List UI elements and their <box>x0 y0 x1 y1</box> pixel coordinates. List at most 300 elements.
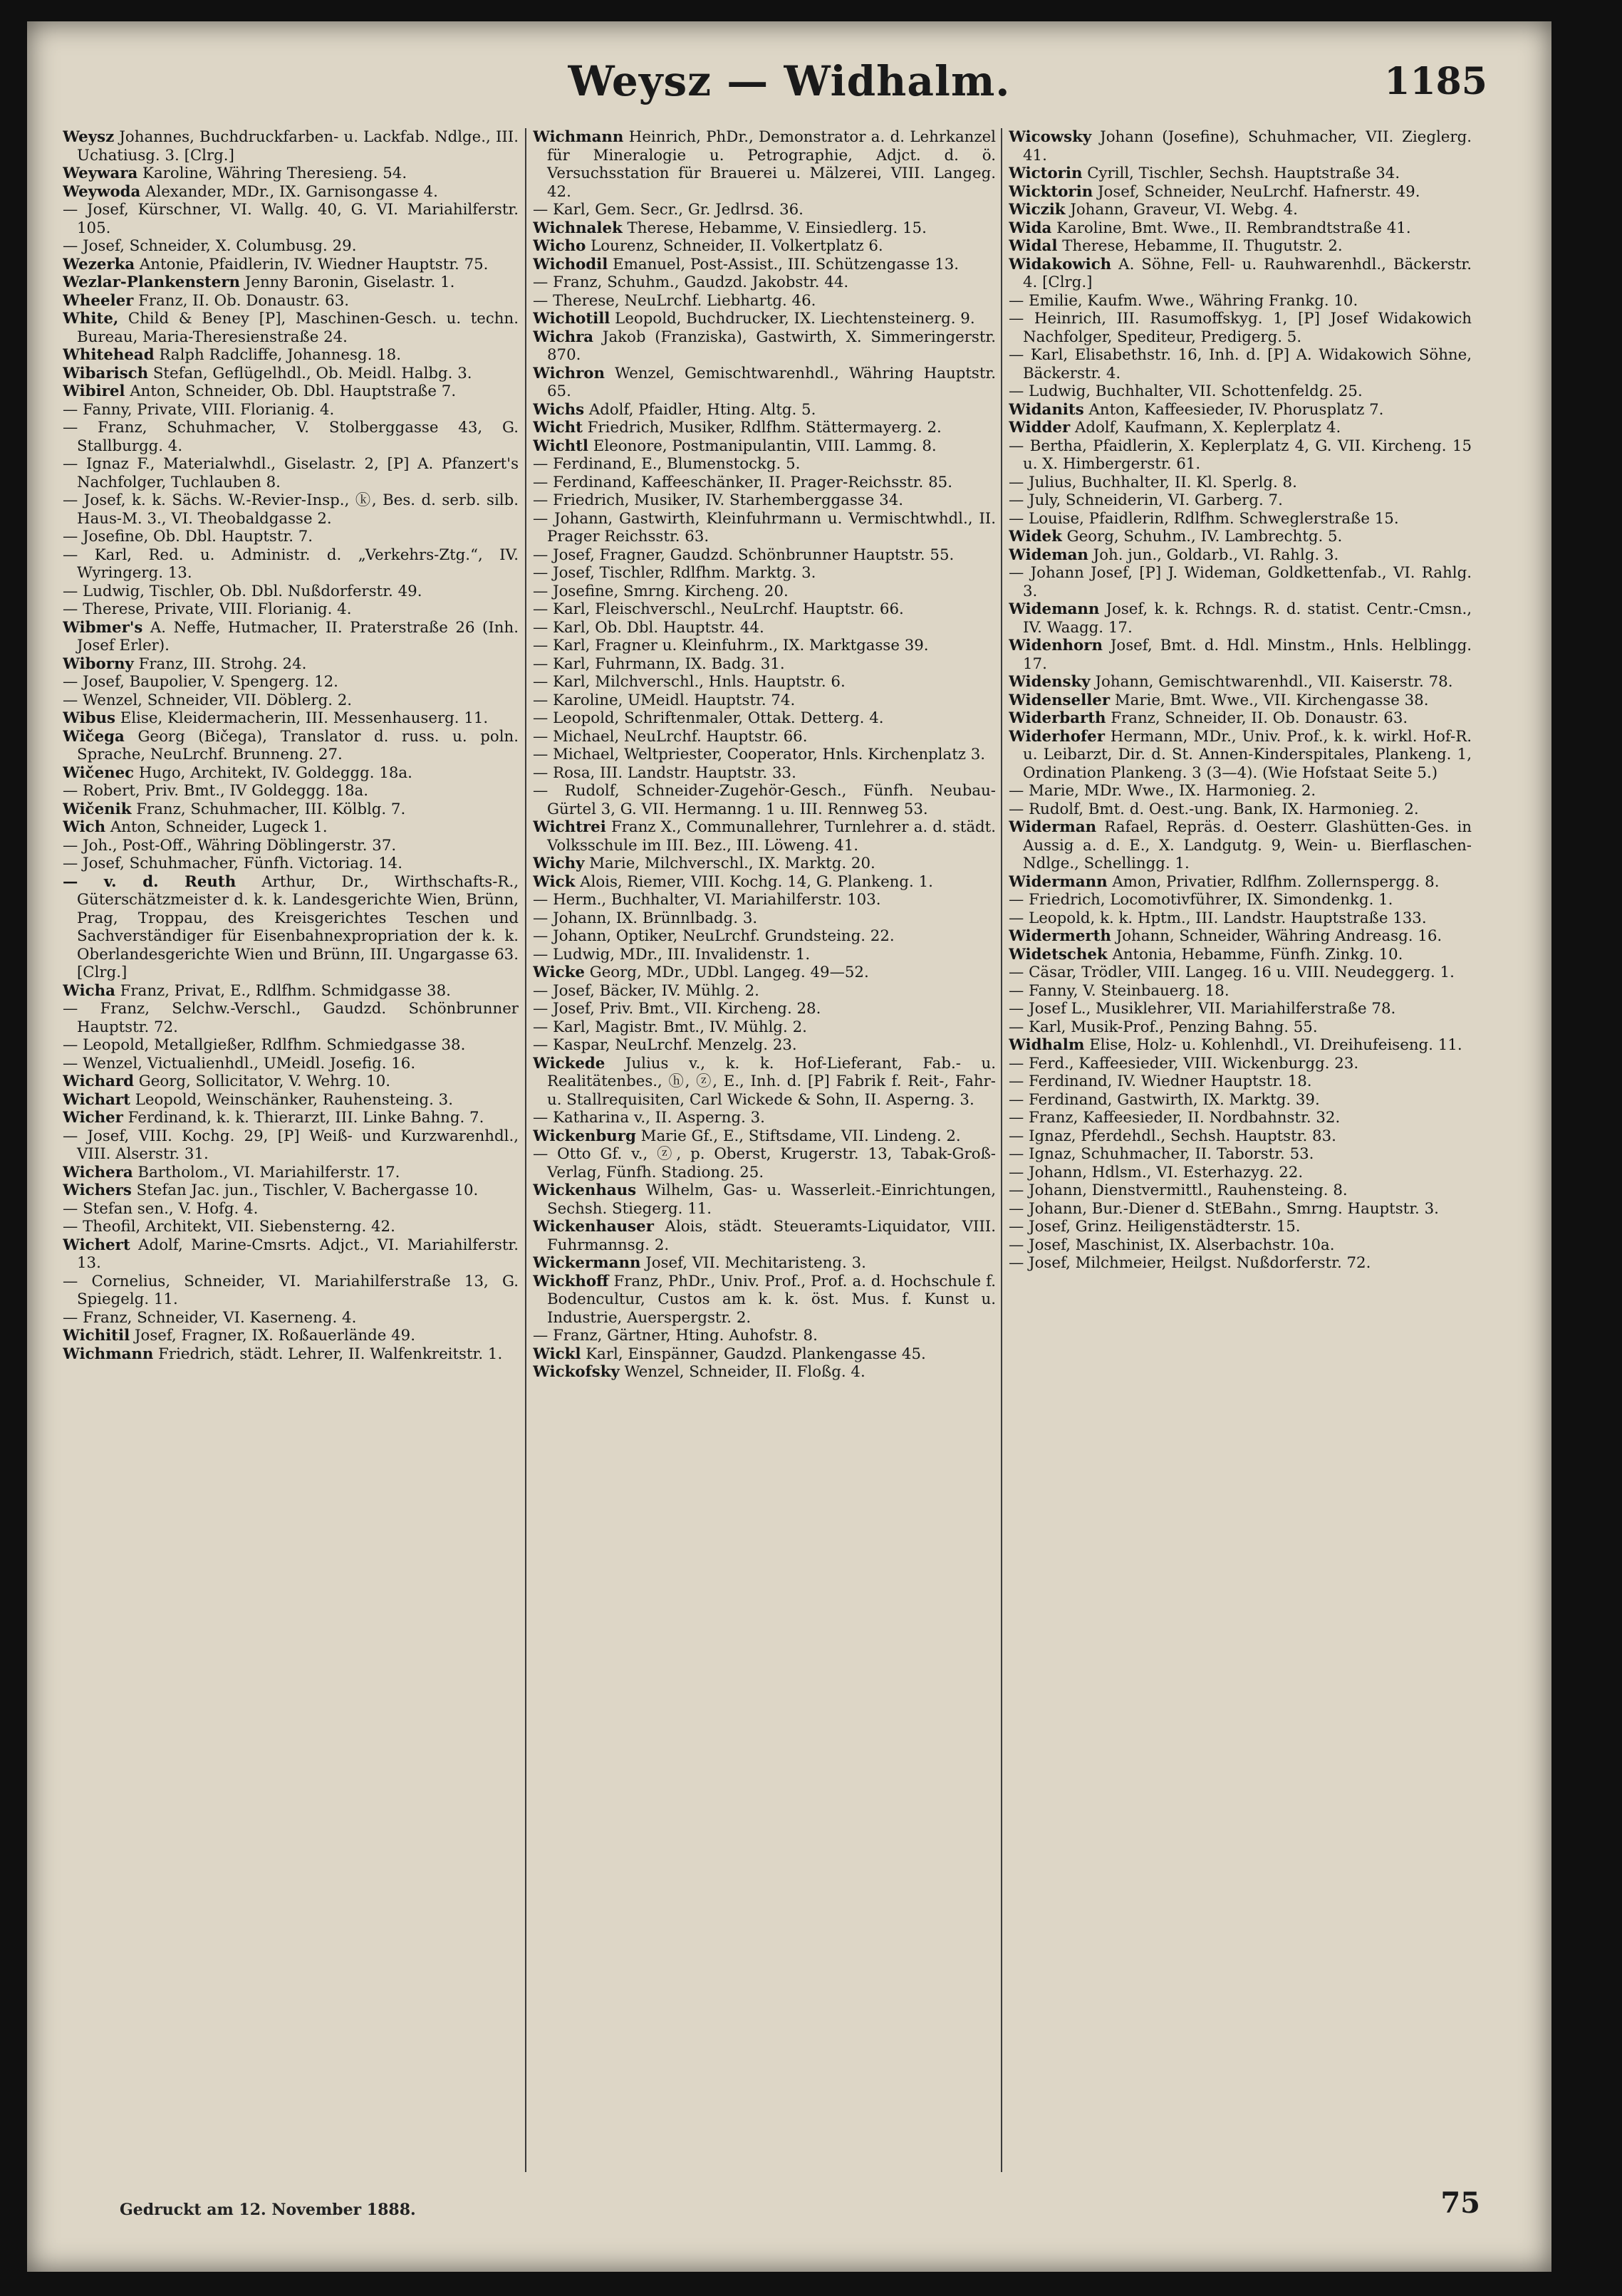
directory-entry <box>1009 401 1472 419</box>
directory-entry <box>1009 927 1472 946</box>
directory-entry <box>533 1036 996 1055</box>
directory-entry <box>533 782 996 818</box>
directory-entry <box>1009 1236 1472 1255</box>
directory-entry <box>533 564 996 583</box>
directory-entry <box>533 1218 996 1254</box>
entry-surname: Wichodil <box>533 255 608 273</box>
entry-details: — Wenzel, Schneider, VII. Döblerg. 2. <box>63 691 353 709</box>
entry-surname: Wichtrei <box>533 818 606 836</box>
entry-surname: Widerhofer <box>1009 727 1105 746</box>
entry-surname: Wickermann <box>533 1254 641 1272</box>
entry-details: — Ignaz, Schuhmacher, II. Taborstr. 53. <box>1009 1145 1314 1163</box>
entry-details: Anton, Kaffeesieder, IV. Phorusplatz 7. <box>1083 400 1384 419</box>
directory-entry <box>533 982 996 1001</box>
directory-entry <box>63 201 519 237</box>
entry-details: — Franz, Schneider, VI. Kaserneng. 4. <box>63 1308 357 1327</box>
entry-surname: Wichy <box>533 855 585 872</box>
directory-page <box>27 21 1551 2272</box>
directory-entry <box>1009 292 1472 311</box>
entry-details: Karl, Einspänner, Gaudzd. Plankengasse 45. <box>581 1345 926 1363</box>
entry-details: Adolf, Pfaidler, Hting. Altg. 5. <box>584 400 816 419</box>
entry-details: — Therese, Private, VIII. Florianig. 4. <box>63 600 352 618</box>
entry-details: — Heinrich, III. Rasumoffskyg. 1, [P] Josef Widakowich Nachfolger, Spediteur, Predigerg. 5. <box>1009 310 1472 346</box>
entry-surname: Wibirel <box>63 382 125 400</box>
directory-entry <box>63 346 519 365</box>
entry-surname: — v. d. Reuth <box>63 872 236 891</box>
entry-surname: Wichert <box>63 1236 130 1254</box>
entry-surname: Widermann <box>1009 872 1108 891</box>
entry-surname: Wičenec <box>63 763 135 782</box>
entry-details: — Ferdinand, IV. Wiedner Hauptstr. 18. <box>1009 1073 1312 1090</box>
directory-entry <box>63 982 519 1001</box>
entry-details: — Ludwig, Tischler, Ob. Dbl. Nußdorferstr. 49. <box>63 582 422 600</box>
entry-surname: Widerbarth <box>1009 709 1106 727</box>
directory-entry <box>533 855 996 873</box>
entry-details: Amon, Privatier, Rdlfhm. Zollernspergg. 8. <box>1107 872 1440 891</box>
entry-details: — Karl, Magistr. Bmt., IV. Mühlg. 2. <box>533 1018 807 1036</box>
entry-details: Antonie, Pfaidlerin, IV. Wiedner Hauptstr. 75. <box>135 255 489 273</box>
entry-details: — Cornelius, Schneider, VI. Mariahilferstraße 13, G. Spiegelg. 11. <box>63 1272 519 1308</box>
entry-details: Adolf, Marine-Cmsrts. Adjct., VI. Mariahilferstr. 13. <box>77 1236 519 1272</box>
entry-surname: Wheeler <box>63 291 134 310</box>
directory-entry <box>533 328 996 365</box>
entry-surname: Wictorin <box>1009 165 1083 182</box>
directory-entry <box>1009 692 1472 710</box>
entry-details: Friedrich, städt. Lehrer, II. Walfenkreitstr. 1. <box>153 1345 503 1363</box>
entry-details: Rafael, Repräs. d. Oesterr. Glashütten-Ges. in Aussig a. d. E., X. Landgutg. 9, Wein- u. Bierflaschen-Ndlge., Schellingg. 1. <box>1023 818 1472 872</box>
entry-details: Marie, Milchverschl., IX. Marktg. 20. <box>584 855 875 872</box>
entry-details: — July, Schneiderin, VI. Garberg. 7. <box>1009 491 1283 509</box>
entry-details: — Josef, Grinz. Heiligenstädterstr. 15. <box>1009 1218 1301 1236</box>
entry-details: Georg (Bičega), Translator d. russ. u. poln. Sprache, NeuLrchf. Brunneng. 27. <box>77 727 519 763</box>
entry-surname: Wickenhaus <box>533 1181 637 1199</box>
entry-details: Joh. jun., Goldarb., VI. Rahlg. 3. <box>1088 546 1339 564</box>
entry-details: Josef, Bmt. d. Hdl. Minstm., Hnls. Helblingg. 17. <box>1023 637 1472 673</box>
directory-entry <box>1009 219 1472 238</box>
entry-details: — Johann Josef, [P] J. Wideman, Goldkettenfab., VI. Rahlg. 3. <box>1009 564 1472 600</box>
directory-entry <box>1009 800 1472 819</box>
entry-details: Johann (Josefine), Schuhmacher, VII. Zieglerg. 41. <box>1023 128 1472 165</box>
directory-entry <box>1009 728 1472 783</box>
entry-details: Hermann, MDr., Univ. Prof., k. k. wirkl. Hof-R. u. Leibarzt, Dir. d. St. Annen-Kinderspitales, Plankeng. 1, Ordination Plankeng. 3 (3—4). (Wie Hofstaat Seite 5.) <box>1023 727 1472 782</box>
directory-entry <box>1009 1036 1472 1055</box>
directory-entry <box>63 1181 519 1200</box>
entry-surname: Wichera <box>63 1163 133 1181</box>
directory-entry <box>533 946 996 964</box>
entry-details: Julius v., k. k. Hof-Lieferant, Fab.- u. Realitätenbes., ⓗ, ⓩ, E., Inh. d. [P] Fabrik f. Reit-, Fahr- u. Stallrequisiten, Carl Wickede & Sohn, II. Asperng. 3. <box>547 1054 996 1109</box>
entry-details: Franz, Privat, E., Rdlfhm. Schmidgasse 38. <box>115 981 451 1000</box>
column-3 <box>1009 128 1472 2179</box>
directory-entry <box>63 600 519 619</box>
column-rule <box>1001 128 1002 2172</box>
directory-entry <box>1009 873 1472 892</box>
entry-details: — Josef, Maschinist, IX. Alserbachstr. 10a. <box>1009 1236 1335 1254</box>
entry-details: — Josef, Schuhmacher, Fünfh. Victoriag. 14. <box>63 855 403 872</box>
entry-details: — Josef, Priv. Bmt., VII. Kircheng. 28. <box>533 1000 821 1018</box>
directory-entry <box>63 1091 519 1110</box>
entry-details: Johann, Graveur, VI. Webg. 4. <box>1065 201 1298 219</box>
entry-details: — Franz, Schuhmacher, V. Stolberggasse 43, G. Stallburgg. 4. <box>63 419 519 455</box>
directory-entry <box>63 655 519 674</box>
entry-details: — Louise, Pfaidlerin, Rdlfhm. Schweglerstraße 15. <box>1009 509 1399 528</box>
entry-details: — Johann, Hdlsm., VI. Esterhazyg. 22. <box>1009 1163 1304 1181</box>
directory-entry <box>1009 1055 1472 1073</box>
directory-entry <box>63 728 519 764</box>
directory-entry <box>533 1145 996 1181</box>
directory-entry <box>63 619 519 655</box>
entry-details: Marie Gf., E., Stiftsdame, VII. Lindeng. 2. <box>635 1127 961 1145</box>
entry-details: — Josef, Kürschner, VI. Wallg. 40, G. VI. Mariahilferstr. 105. <box>63 201 519 237</box>
entry-surname: Widal <box>1009 237 1058 255</box>
entry-details: — Friedrich, Musiker, IV. Starhemberggasse 34. <box>533 491 904 509</box>
entry-surname: Wichers <box>63 1181 132 1199</box>
directory-entry <box>63 837 519 855</box>
directory-entry <box>533 292 996 311</box>
directory-entry <box>63 546 519 583</box>
entry-details: Emanuel, Post-Assist., III. Schützengasse 13. <box>608 255 960 273</box>
entry-details: — Rudolf, Bmt. d. Oest.-ung. Bank, IX. Harmonieg. 2. <box>1009 800 1419 818</box>
directory-entry <box>533 1345 996 1364</box>
directory-entry <box>1009 600 1472 637</box>
directory-entry <box>63 256 519 274</box>
directory-entry <box>1009 964 1472 982</box>
entry-surname: Wibus <box>63 709 115 727</box>
directory-entry <box>63 873 519 982</box>
directory-entry <box>63 382 519 401</box>
page-title: Weysz — Widhalm. <box>568 57 1011 105</box>
entry-details: — Josef L., Musiklehrer, VII. Mariahilferstraße 78. <box>1009 1000 1396 1018</box>
entry-details: — Leopold, Metallgießer, Rdlfhm. Schmiedgasse 38. <box>63 1036 466 1054</box>
directory-entry <box>533 510 996 546</box>
entry-details: Elise, Kleidermacherin, III. Messenhauserg. 11. <box>115 709 489 727</box>
entry-details: — Robert, Priv. Bmt., IV Goldeggg. 18a. <box>63 782 368 800</box>
entry-surname: Wichart <box>63 1090 130 1109</box>
entry-details: — Josefine, Smrng. Kircheng. 20. <box>533 582 789 600</box>
entry-details: Heinrich, PhDr., Demonstrator a. d. Lehrkanzel für Mineralogie u. Petrographie, Adjct. d. ö. Versuchsstation für Brauerei u. Mälzerei, VIII. Langeg. 42. <box>547 128 996 201</box>
entry-surname: Wichtl <box>533 437 589 455</box>
entry-details: Friedrich, Musiker, Rdlfhm. Stättermayerg. 2. <box>582 419 942 437</box>
directory-entry <box>1009 1127 1472 1146</box>
directory-entry <box>1009 982 1472 1001</box>
directory-entry <box>1009 310 1472 346</box>
entry-details: — Julius, Buchhalter, II. Kl. Sperlg. 8. <box>1009 473 1297 491</box>
column-rule <box>525 128 526 2172</box>
directory-entry <box>533 728 996 746</box>
entry-surname: Wicht <box>533 419 583 437</box>
entry-details: — Ferd., Kaffeesieder, VIII. Wickenburgg. 23. <box>1009 1054 1359 1073</box>
entry-details: Alexander, MDr., IX. Garnisongasse 4. <box>140 182 438 201</box>
directory-entry <box>63 1073 519 1091</box>
entry-surname: Wichitil <box>63 1327 130 1345</box>
entry-details: — Josef, Schneider, X. Columbusg. 29. <box>63 237 357 255</box>
entry-details: — Karoline, UMeidl. Hauptstr. 74. <box>533 691 796 709</box>
directory-entry <box>1009 237 1472 256</box>
entry-details: — Karl, Milchverschl., Hnls. Hauptstr. 6. <box>533 673 846 691</box>
directory-entry <box>1009 564 1472 600</box>
entry-details: Antonia, Hebamme, Fünfh. Zinkg. 10. <box>1107 945 1403 964</box>
entry-details: — Josef, Baupolier, V. Spengerg. 12. <box>63 673 338 691</box>
directory-entry <box>1009 673 1472 692</box>
entry-surname: Wickl <box>533 1345 581 1363</box>
entry-details: Karoline, Währing Theresieng. 54. <box>137 165 407 182</box>
directory-entry <box>63 1273 519 1309</box>
directory-entry <box>63 491 519 528</box>
directory-entry <box>533 273 996 292</box>
entry-details: — Johann, IX. Brünnlbadg. 3. <box>533 909 758 927</box>
entry-surname: Wickofsky <box>533 1363 620 1381</box>
directory-entry <box>1009 1145 1472 1164</box>
directory-entry <box>63 709 519 728</box>
entry-surname: Wibarisch <box>63 364 149 382</box>
entry-details: — Wenzel, Victualienhdl., UMeidl. Josefig. 16. <box>63 1054 416 1073</box>
directory-entry <box>533 692 996 710</box>
directory-entry <box>533 746 996 764</box>
entry-details: Ralph Radcliffe, Johannesg. 18. <box>154 346 401 364</box>
entry-details: — Ludwig, Buchhalter, VII. Schottenfeldg. 25. <box>1009 382 1363 400</box>
entry-details: — Josef, Fragner, Gaudzd. Schönbrunner Hauptstr. 55. <box>533 546 955 564</box>
entry-surname: Widhalm <box>1009 1036 1085 1054</box>
entry-surname: Wezerka <box>63 255 135 273</box>
entry-details: — Fanny, Private, VIII. Florianig. 4. <box>63 400 335 419</box>
directory-entry <box>63 165 519 183</box>
entry-surname: Wichs <box>533 400 585 419</box>
entry-details: Therese, Hebamme, V. Einsiedlerg. 15. <box>622 219 927 237</box>
entry-details: — Ludwig, MDr., III. Invalidenstr. 1. <box>533 945 811 964</box>
entry-details: — Therese, NeuLrchf. Liebhartg. 46. <box>533 291 816 310</box>
entry-details: — Johann, Optiker, NeuLrchf. Grundsteing. 22. <box>533 927 895 945</box>
entry-details: — Ignaz F., Materialwhdl., Giselastr. 2, [P] A. Pfanzert's Nachfolger, Tuchlauben 8. <box>63 455 519 491</box>
directory-entry <box>63 1127 519 1164</box>
entry-details: — Johann, Bur.-Diener d. StEBahn., Smrng. Hauptstr. 3. <box>1009 1199 1439 1218</box>
entry-details: — Karl, Ob. Dbl. Hauptstr. 44. <box>533 618 764 637</box>
entry-details: Franz, Schneider, II. Ob. Donaustr. 63. <box>1106 709 1408 727</box>
directory-entry <box>533 1018 996 1037</box>
entry-surname: Wicher <box>63 1109 123 1127</box>
entry-surname: Wicke <box>533 964 585 981</box>
entry-details: — Johann, Dienstvermittl., Rauhensteing. 8. <box>1009 1181 1348 1199</box>
directory-entry <box>1009 818 1472 873</box>
entry-details: — Cäsar, Trödler, VIII. Langeg. 16 u. VIII. Neudeggerg. 1. <box>1009 964 1455 981</box>
entry-surname: Wickhoff <box>533 1272 609 1290</box>
directory-entry <box>533 655 996 674</box>
entry-details: — Theofil, Architekt, VII. Siebensterng. 42. <box>63 1218 395 1236</box>
entry-details: Franz, II. Ob. Donaustr. 63. <box>133 291 350 310</box>
entry-details: — Franz, Kaffeesieder, II. Nordbahnstr. 32. <box>1009 1109 1341 1127</box>
directory-entry <box>1009 946 1472 964</box>
entry-details: Josef, Fragner, IX. Roßauerlände 49. <box>130 1327 416 1345</box>
directory-entry <box>63 855 519 873</box>
directory-entry <box>533 583 996 601</box>
entry-details: Georg, Schuhm., IV. Lambrechtg. 5. <box>1061 528 1343 546</box>
entry-details: — Karl, Red. u. Administr. d. „Verkehrs-Ztg.“, IV. Wyringerg. 13. <box>63 546 519 582</box>
entry-details: — Marie, MDr. Wwe., IX. Harmonieg. 2. <box>1009 782 1316 800</box>
entry-details: — Josef, Tischler, Rdlfhm. Marktg. 3. <box>533 564 816 582</box>
directory-entry <box>63 818 519 837</box>
entry-surname: Wicowsky <box>1009 128 1092 146</box>
directory-entry <box>533 1109 996 1127</box>
entry-surname: Widerman <box>1009 818 1097 836</box>
entry-surname: Widermerth <box>1009 927 1111 945</box>
directory-entry <box>63 1000 519 1036</box>
directory-entry <box>63 1309 519 1327</box>
entry-details: Child & Beney [P], Maschinen-Gesch. u. techn. Bureau, Maria-Theresienstraße 24. <box>77 310 519 346</box>
entry-details: Franz, III. Strohg. 24. <box>133 654 307 673</box>
directory-entry <box>533 310 996 328</box>
entry-details: — Joh., Post-Off., Währing Döblingerstr. 37. <box>63 836 397 855</box>
entry-surname: Wickede <box>533 1054 605 1073</box>
entry-surname: Widenseller <box>1009 691 1111 709</box>
directory-entry <box>63 1345 519 1364</box>
directory-entry <box>533 1055 996 1110</box>
directory-entry <box>533 401 996 419</box>
entry-details: — Bertha, Pfaidlerin, X. Keplerplatz 4, G. VII. Kircheng. 15 u. X. Himbergerstr. 61. <box>1009 437 1472 473</box>
directory-entry <box>63 1200 519 1219</box>
entry-details: — Ignaz, Pferdehdl., Sechsh. Hauptstr. 83. <box>1009 1127 1336 1145</box>
directory-entry <box>1009 1200 1472 1219</box>
directory-entry <box>533 365 996 401</box>
directory-entry <box>1009 1109 1472 1127</box>
entry-details: Wenzel, Schneider, II. Floßg. 4. <box>619 1363 865 1381</box>
directory-entry <box>533 1363 996 1382</box>
entry-details: — Josef, Bäcker, IV. Mühlg. 2. <box>533 981 759 1000</box>
entry-details: — Michael, Weltpriester, Cooperator, Hnls. Kirchenplatz 3. <box>533 746 986 763</box>
directory-entry <box>1009 382 1472 401</box>
entry-surname: Wičega <box>63 727 125 746</box>
entry-details: Wilhelm, Gas- u. Wasserleit.-Einrichtungen, Sechsh. Stiegerg. 11. <box>547 1181 996 1218</box>
entry-surname: Weysz <box>63 128 115 146</box>
directory-entry <box>63 528 519 546</box>
directory-entry <box>1009 909 1472 928</box>
entry-surname: Wideman <box>1009 546 1088 564</box>
entry-details: A. Söhne, Fell- u. Rauhwarenhdl., Bäckerstr. 4. [Clrg.] <box>1023 255 1472 291</box>
entry-details: Therese, Hebamme, II. Thugutstr. 2. <box>1057 237 1343 255</box>
entry-details: — Leopold, k. k. Hptm., III. Landstr. Hauptstraße 133. <box>1009 909 1427 927</box>
directory-entry <box>533 256 996 274</box>
entry-details: A. Neffe, Hutmacher, II. Praterstraße 26 (Inh. Josef Erler). <box>77 618 519 654</box>
entry-details: Josef, VII. Mechitaristeng. 3. <box>640 1254 866 1272</box>
entry-details: Leopold, Weinschänker, Rauhensteing. 3. <box>130 1090 453 1109</box>
entry-surname: Weywoda <box>63 182 141 201</box>
entry-details: — Karl, Fragner u. Kleinfuhrm., IX. Marktgasse 39. <box>533 637 929 654</box>
directory-entry <box>63 183 519 202</box>
directory-entry <box>63 1109 519 1127</box>
entry-details: Jakob (Franziska), Gastwirth, X. Simmeringerstr. 870. <box>547 328 996 364</box>
entry-details: — Stefan sen., V. Hofg. 4. <box>63 1199 259 1218</box>
entry-details: Eleonore, Postmanipulantin, VIII. Lammg. 8. <box>588 437 937 455</box>
entry-details: — Michael, NeuLrchf. Hauptstr. 66. <box>533 727 808 746</box>
directory-entry <box>1009 474 1472 492</box>
directory-entry <box>533 637 996 655</box>
entry-surname: Widemann <box>1009 600 1100 618</box>
directory-entry <box>533 201 996 219</box>
entry-surname: Wichra <box>533 328 594 346</box>
directory-entry <box>533 818 996 855</box>
entry-details: — Leopold, Schriftenmaler, Ottak. Detterg. 4. <box>533 709 884 727</box>
directory-entry <box>533 1327 996 1345</box>
entry-details: Josef, k. k. Rchngs. R. d. statist. Centr.-Cmsn., IV. Waagg. 17. <box>1023 600 1472 637</box>
entry-details: — Herm., Buchhalter, VI. Mariahilferstr. 103. <box>533 891 881 909</box>
entry-details: Cyrill, Tischler, Sechsh. Hauptstraße 34. <box>1082 165 1400 182</box>
entry-details: Lourenz, Schneider, II. Volkertplatz 6. <box>586 237 883 255</box>
entry-surname: Widek <box>1009 528 1062 546</box>
directory-entry <box>533 491 996 510</box>
directory-entry <box>533 927 996 946</box>
directory-entry <box>63 583 519 601</box>
entry-details: Karoline, Bmt. Wwe., II. Rembrandtstraße 41. <box>1051 219 1411 237</box>
directory-entry <box>1009 1091 1472 1110</box>
entry-details: Marie, Bmt. Wwe., VII. Kirchengasse 38. <box>1110 691 1429 709</box>
directory-entry <box>63 1236 519 1273</box>
directory-entry <box>1009 1181 1472 1200</box>
directory-entry <box>1009 165 1472 183</box>
directory-entry <box>63 273 519 292</box>
entry-details: — Josef, VIII. Kochg. 29, [P] Weiß- und Kurzwarenhdl., VIII. Alserstr. 31. <box>63 1127 519 1163</box>
entry-details: Stefan Jac. jun., Tischler, V. Bachergasse 10. <box>131 1181 479 1199</box>
entry-details: — Fanny, V. Steinbauerg. 18. <box>1009 981 1230 1000</box>
entry-surname: Wickenhauser <box>533 1218 654 1236</box>
entry-details: Georg, MDr., UDbl. Langeg. 49—52. <box>584 964 869 981</box>
entry-details: — Josef, Milchmeier, Heilgst. Nußdorferstr. 72. <box>1009 1254 1371 1272</box>
entry-details: — Ferdinand, Kaffeeschänker, II. Prager-Reichsstr. 85. <box>533 473 952 491</box>
entry-surname: Wezlar-Plankenstern <box>63 273 241 291</box>
directory-entry <box>533 128 996 201</box>
directory-entry <box>63 365 519 383</box>
directory-entry <box>1009 528 1472 546</box>
entry-details: Leopold, Buchdrucker, IX. Liechtensteinerg. 9. <box>610 310 975 328</box>
directory-entry <box>533 1127 996 1146</box>
entry-surname: Wick <box>533 872 576 891</box>
entry-details: — Ferdinand, Gastwirth, IX. Marktg. 39. <box>1009 1090 1320 1109</box>
directory-entry <box>533 419 996 437</box>
directory-entry <box>1009 1018 1472 1037</box>
directory-entry <box>1009 346 1472 382</box>
directory-entry <box>63 401 519 419</box>
entry-details: — Josefine, Ob. Dbl. Hauptstr. 7. <box>63 528 313 546</box>
directory-entry <box>533 891 996 909</box>
directory-entry <box>63 237 519 256</box>
directory-entry <box>533 764 996 783</box>
entry-surname: Wibmer's <box>63 618 143 637</box>
directory-entry <box>1009 437 1472 474</box>
directory-entry <box>1009 709 1472 728</box>
entry-surname: Wiczik <box>1009 201 1066 219</box>
entry-details: Franz, PhDr., Univ. Prof., Prof. a. d. Hochschule f. Bodencultur, Custos am k. k. öst. Mus. f. Kunst u. Industrie, Auerspergstr. 2. <box>547 1272 996 1327</box>
entry-surname: Wida <box>1009 219 1052 237</box>
entry-details: Josef, Schneider, NeuLrchf. Hafnerstr. 49. <box>1093 182 1420 201</box>
directory-entry <box>1009 637 1472 673</box>
directory-entry <box>533 1254 996 1273</box>
column-2 <box>533 128 996 2179</box>
entry-details: — Rudolf, Schneider-Zugehör-Gesch., Fünfh. Neubau-Gürtel 3, G. VII. Hermanng. 1 u. III. Rennweg 53. <box>533 782 996 818</box>
directory-entry <box>1009 491 1472 510</box>
entry-surname: Wičenik <box>63 800 132 818</box>
entry-surname: Wicktorin <box>1009 182 1093 201</box>
entry-details: Hugo, Architekt, IV. Goldeggg. 18a. <box>134 763 412 782</box>
entry-surname: Wichnalek <box>533 219 623 237</box>
entry-details: Franz, Schuhmacher, III. Kölblg. 7. <box>131 800 406 818</box>
entry-surname: Widakowich <box>1009 255 1112 273</box>
directory-entry <box>1009 128 1472 165</box>
entry-details: Jenny Baronin, Giselastr. 1. <box>240 273 455 291</box>
directory-entry <box>1009 891 1472 909</box>
directory-entry <box>63 782 519 800</box>
entry-surname: Wich <box>63 818 106 836</box>
directory-entry <box>533 709 996 728</box>
directory-entry <box>533 964 996 982</box>
directory-entry <box>533 546 996 565</box>
directory-entry <box>533 1181 996 1218</box>
directory-entry <box>1009 546 1472 565</box>
